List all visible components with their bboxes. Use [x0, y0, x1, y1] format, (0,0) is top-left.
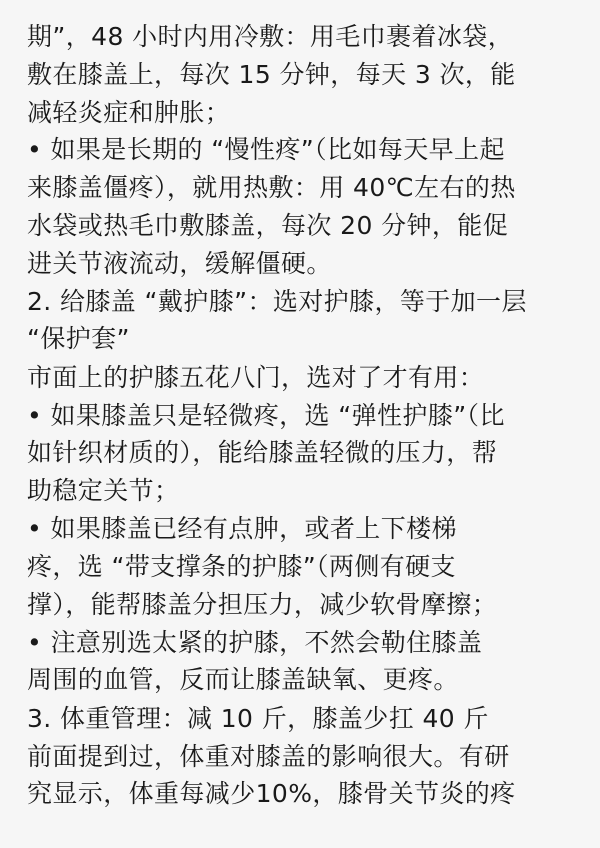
text-line: 进关节液流动，缓解僵硬。 — [27, 249, 332, 278]
section-heading: 2. 给膝盖 “戴护膝”：选对护膝，等于加一层 — [27, 287, 527, 316]
bullet-line: • 如果是长期的 “慢性疼”（比如每天早上起 — [27, 135, 505, 164]
text-line: 减轻炎症和肿胀； — [27, 98, 231, 127]
text-line: 市面上的护膝五花八门，选对了才有用： — [27, 363, 485, 392]
text-line: 究显示，体重每减少10%，膝骨关节炎的疼 — [27, 779, 516, 808]
text-line: 水袋或热毛巾敷膝盖，每次 20 分钟，能促 — [27, 211, 509, 240]
section-heading: 3. 体重管理：减 10 斤，膝盖少扛 40 斤 — [27, 704, 489, 733]
text-line: 期”，48 小时内用冷敷：用毛巾裹着冰袋， — [27, 22, 514, 51]
bullet-line: • 如果膝盖已经有点肿，或者上下楼梯 — [27, 514, 457, 543]
text-line: 周围的血管，反而让膝盖缺氧、更疼。 — [27, 665, 459, 694]
bullet-line: • 如果膝盖只是轻微疼，选 “弹性护膝”（比 — [27, 401, 505, 430]
text-line: 如针织材质的），能给膝盖轻微的压力，帮 — [27, 438, 498, 467]
text-line: 敷在膝盖上，每次 15 分钟，每天 3 次，能 — [27, 60, 516, 89]
bullet-line: • 注意别选太紧的护膝，不然会勒住膝盖 — [27, 628, 483, 657]
text-line: 前面提到过，体重对膝盖的影响很大。有研 — [27, 742, 510, 771]
text-line: 助稳定关节； — [27, 476, 180, 505]
text-line: 来膝盖僵疼），就用热敷：用 40℃左右的热 — [27, 173, 516, 202]
section-heading: “保护套” — [27, 324, 130, 353]
text-line: 疼，选 “带支撑条的护膝”（两侧有硬支 — [27, 552, 456, 581]
text-line: 撑），能帮膝盖分担压力，减少软骨摩擦； — [27, 590, 498, 619]
